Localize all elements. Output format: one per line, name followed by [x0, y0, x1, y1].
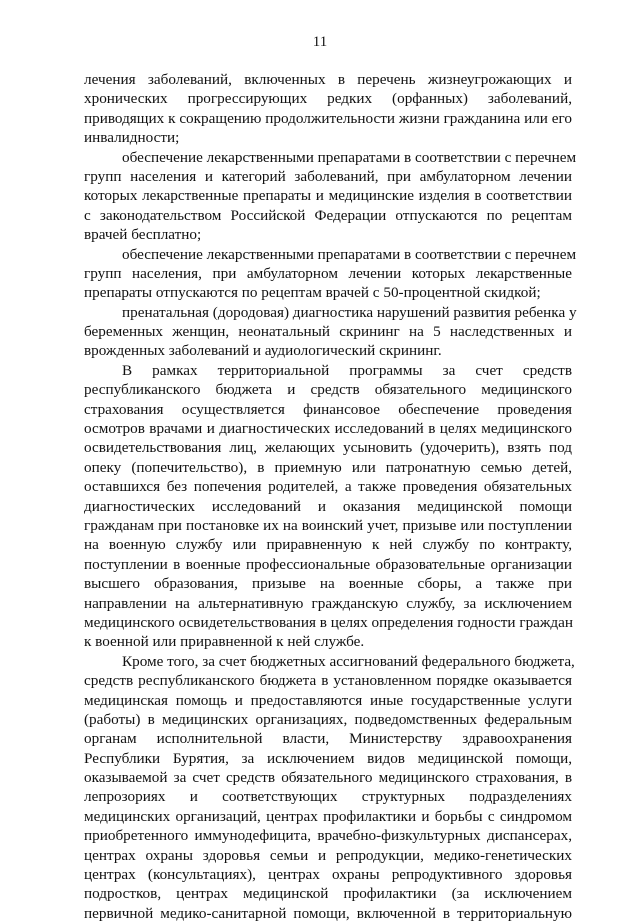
text-line: опеку (попечительство), в приемную или патронатную семью детей, [84, 458, 572, 476]
text-line: медицинская помощь и предоставляются иные государственные услуги [84, 691, 572, 709]
text-line: групп населения, при амбулаторном лечении которых лекарственные [84, 264, 572, 282]
text-line: первичной медико-санитарной помощи, включенной в территориальную [84, 904, 572, 922]
text-line: инвалидности; [84, 129, 180, 147]
text-line: Республики Бурятия, за исключением видов медицинской помощи, [84, 749, 572, 767]
text-line: высшего образования, призыве на военные сборы, а также при [84, 575, 572, 593]
page-number: 11 [312, 34, 328, 50]
text-line: подростков, центрах медицинской профилактики (за исключением [84, 885, 572, 903]
document-body [84, 70, 577, 923]
text-line: лепрозориях и соответствующих структурных подразделениях [84, 788, 572, 806]
text-line: препараты отпускаются по рецептам врачей с 50-процентной скидкой; [84, 284, 541, 302]
text-line: которых лекарственные препараты и медицинские изделия в соответствии [84, 187, 572, 205]
text-line: беременных женщин, неонатальный скрининг на 5 наследственных и [84, 323, 572, 341]
text-line: на военную службу или приравненную к ней службу по контракту, [84, 536, 572, 554]
text-line: приводящих к сокращению продолжительности жизни гражданина или его [84, 109, 572, 127]
text-line: медицинских организаций, центрах профилактики и борьбы с синдромом [84, 807, 572, 825]
text-line: хронических прогрессирующих редких (орфанных) заболеваний, [84, 90, 572, 108]
text-line: освидетельствования лиц, желающих усыновить (удочерить), взять под [84, 439, 572, 457]
text-line: врожденных заболеваний и аудиологический скрининг. [84, 342, 442, 360]
text-line: к военной или приравненной к ней службе. [84, 633, 365, 651]
text-line: с законодательством Российской Федерации отпускаются по рецептам [84, 206, 572, 224]
text-line: средств республиканского бюджета в установленном порядке оказывается [84, 672, 572, 690]
text-line: центрах охраны здоровья семьи и репродукции, медико-генетических [84, 846, 572, 864]
text-line: страхования осуществляется финансовое обеспечение проведения [84, 400, 572, 418]
text-line: лечения заболеваний, включенных в перечень жизнеугрожающих и [84, 71, 572, 88]
text-line: (работы) в медицинских организациях, подведомственных федеральным [84, 710, 572, 728]
text-line: центрах (консультациях), центрах охраны репродуктивного здоровья [84, 866, 572, 884]
text-line: оказываемой за счет средств обязательного медицинского страхования, в [84, 769, 572, 787]
text-line: приобретенного иммунодефицита, врачебно-физкультурных диспансерах, [84, 827, 572, 845]
text-line: врачей бесплатно; [84, 226, 202, 244]
text-line: групп населения и категорий заболеваний, при амбулаторном лечении [84, 167, 572, 185]
text-line: гражданам при постановке их на воинский учет, призыве или поступлении [84, 516, 572, 534]
text-line: обеспечение лекарственными препаратами в соответствии с перечнем [122, 148, 577, 166]
text-line: республиканского бюджета и средств обязательного медицинского [84, 381, 572, 399]
text-line: оставшихся без попечения родителей, а также проведения обязательных [84, 478, 572, 496]
text-line: диагностических исследований и оказания медицинской помощи [84, 497, 572, 515]
text-line: направлении на альтернативную гражданскую службу, за исключением [84, 594, 572, 612]
text-line: В рамках территориальной программы за счет средств [122, 361, 572, 379]
text-line: поступлении в военные профессиональные образовательные организации [84, 555, 572, 573]
text-line: осмотров врачами и диагностических исследований в целях медицинского [84, 420, 572, 438]
text-line: медицинского освидетельствования в целях определения годности граждан [84, 613, 573, 631]
text-line: пренатальная (дородовая) диагностика нарушений развития ребенка у [122, 303, 577, 321]
text-line: Кроме того, за счет бюджетных ассигнований федерального бюджета, [122, 652, 575, 670]
text-line: органам исполнительной власти, Министерству здравоохранения [84, 730, 572, 748]
text-line: обеспечение лекарственными препаратами в соответствии с перечнем [122, 245, 577, 263]
